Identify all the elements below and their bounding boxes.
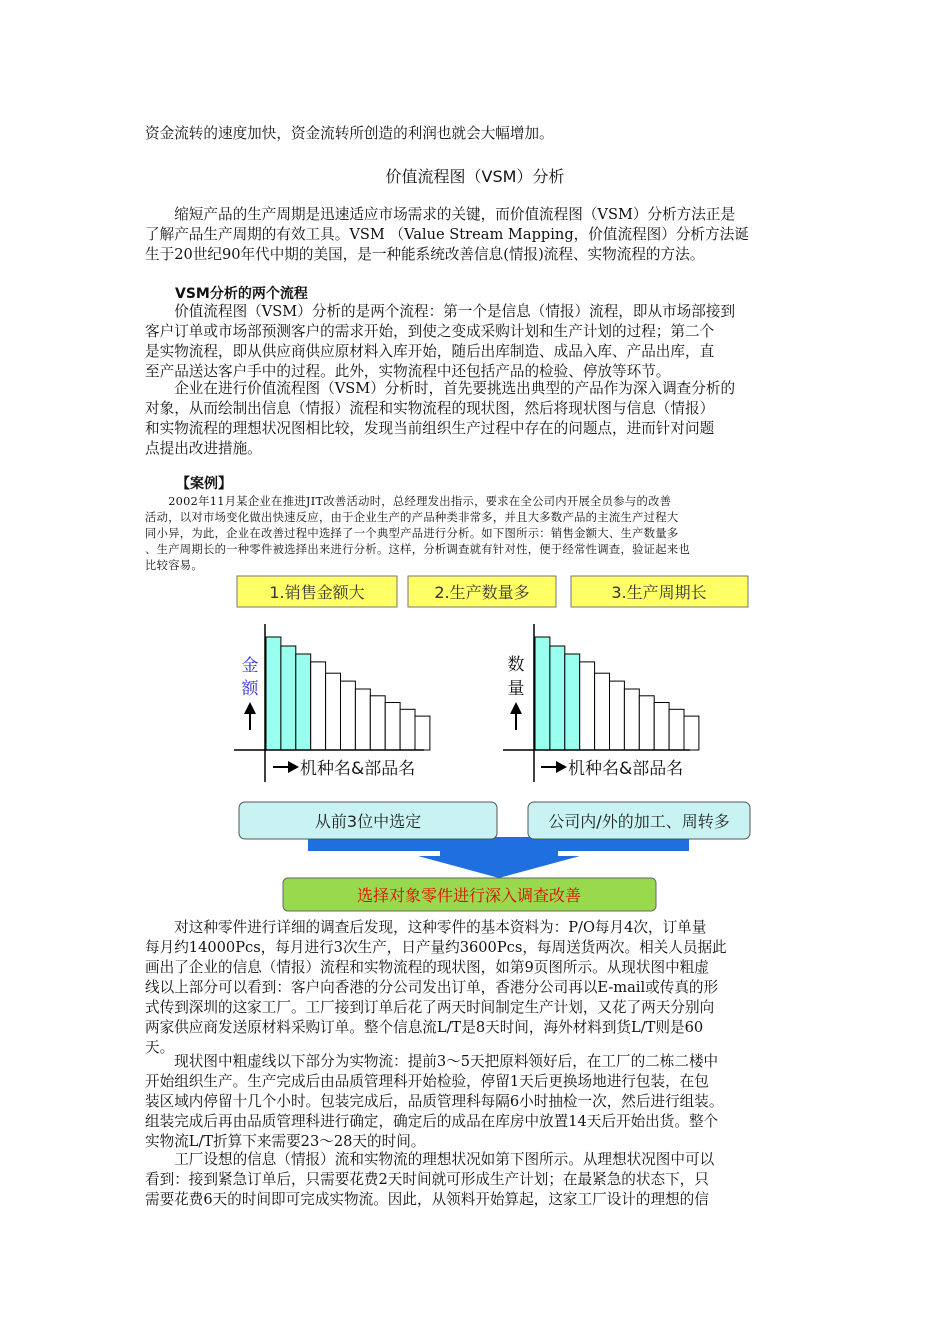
chart-right-bar-2 [550, 646, 565, 750]
para6-line: 工厂设想的信息（情报）流和实物流的理想状况如第下图所示。从理想状况图中可以 [145, 1151, 715, 1168]
left-right-arrow-head [288, 761, 299, 773]
right-xlabel: 机种名&部品名 [568, 759, 684, 779]
chart-right-bar-5 [595, 673, 610, 750]
section-title: 价值流程图（VSM）分析 [385, 167, 565, 186]
chart-left-bar-2 [281, 646, 296, 750]
left-ylabel-char: 额 [241, 679, 259, 699]
down-arrow-icon [418, 856, 580, 878]
para4-line: 每月约14000Pcs，每月进行3次生产，日产量约3600Pcs，每周送货两次。相关人员据此 [145, 939, 727, 956]
para2-line: 价值流程图（VSM）分析的是两个流程：第一个是信息（情报）流程，即从市场部接到 [145, 303, 736, 320]
connector-stem [440, 844, 558, 856]
para4-line: 对这种零件进行详细的调查后发现，这种零件的基本资料为：P/O每月4次，订单量 [145, 919, 707, 936]
chart-left-bar-4 [311, 662, 326, 750]
chart-left-bar-7 [355, 689, 370, 750]
para6-line: 看到：接到紧急订单后，只需要花费2天时间就可形成生产计划；在最紧急的状态下，只 [145, 1171, 709, 1188]
chart-left-bar-9 [385, 703, 400, 751]
chart-right-bar-7 [624, 689, 639, 750]
para1-line: 生于20世纪90年代中期的美国，是一种能系统改善信息(情报)流程、实物流程的方法。 [145, 246, 705, 263]
chart-left-bar-8 [370, 696, 385, 750]
chart-left-bar-1 [266, 637, 281, 750]
para3-line: 企业在进行价值流程图（VSM）分析时，首先要挑选出典型的产品作为深入调查分析的 [145, 380, 736, 397]
right-up-arrow-head [510, 702, 522, 714]
case-label: 【案例】 [176, 476, 232, 492]
case-line: 、生产周期长的一种零件被选择出来进行分析。这样，分析调查就有针对性，便于经常性调查，验证起来也 [145, 543, 691, 556]
chart-right-bar-1 [535, 637, 550, 750]
case-line: 2002年11月某企业在推进JIT改善活动时，总经理发出指示，要求在全公司内开展全员参与的改善 [145, 495, 672, 508]
box-right-label: 公司内/外的加工、周转多 [548, 812, 730, 831]
para5-line: 现状图中粗虚线以下部分为实物流：提前3～5天把原料领好后，在工厂的二栋二楼中 [145, 1053, 719, 1070]
case-line: 活动，以对市场变化做出快速反应，由于企业生产的产品种类非常多，并且大多数产品的主流生产过程大 [145, 511, 679, 524]
right-ylabel-char: 数 [507, 655, 525, 675]
chart-left-bar-11 [415, 716, 430, 750]
box-left-label: 从前3位中选定 [314, 812, 422, 831]
chart-right-bar-9 [654, 703, 669, 751]
para2-line: 至产品送达客户手中的过程。此外，实物流程中还包括产品的检验、停放等环节。 [145, 363, 671, 380]
right-right-arrow-head [556, 761, 567, 773]
para5-line: 装区域内停留十几个小时。包装完成后，品质管理科每隔6小时抽检一次，然后进行组装。 [145, 1093, 724, 1110]
para6-line: 需要花费6天的时间即可完成实物流。因此，从领料开始算起，这家工厂设计的理想的信 [145, 1191, 709, 1208]
left-xlabel: 机种名&部品名 [300, 759, 416, 779]
chart-left-bar-3 [296, 654, 311, 750]
para4-line: 画出了企业的信息（情报）流程和实物流程的现状图，如第9页图所示。从现状图中粗虚 [145, 959, 709, 976]
chart-right-bar-11 [684, 716, 699, 750]
criterion-label-3: 3.生产周期长 [611, 583, 707, 602]
chart-right-bar-10 [669, 709, 684, 750]
para2-line: 是实物流程，即从供应商供应原材料入库开始，随后出库制造、成品入库、产品出库，直 [145, 343, 715, 360]
left-ylabel-char: 金 [241, 656, 259, 676]
chart-left-bar-6 [341, 681, 356, 750]
para5-line: 开始组织生产。生产完成后由品质管理科开始检验，停留1天后更换场地进行包装，在包 [145, 1073, 709, 1090]
para4-line: 式传到深圳的这家工厂。工厂接到订单后花了两天时间制定生产计划，又花了两天分别向 [145, 999, 715, 1016]
chart-right-bars [535, 637, 699, 750]
para5-line: 组装完成后再由品质管理科进行确定，确定后的成品在库房中放置14天后开始出货。整个 [145, 1113, 719, 1130]
para4-line: 线以上部分可以看到：客户向香港的分公司发出订单，香港分公司再以E-mail或传真的形 [145, 979, 719, 996]
chart-left-bar-5 [326, 673, 341, 750]
intro-line: 资金流转的速度加快，资金流转所创造的利润也就会大幅增加。 [145, 125, 554, 142]
left-up-arrow-head [244, 702, 256, 714]
para3-line: 点提出改进措施。 [145, 440, 262, 457]
chart-left-bars [266, 637, 430, 750]
case-line: 比较容易。 [145, 559, 203, 572]
chart-right-bar-8 [639, 696, 654, 750]
para4-line: 两家供应商发送原材料采购订单。整个信息流L/T是8天时间，海外材料到货L/T则是60 [145, 1019, 704, 1036]
chart-left-bar-10 [400, 709, 415, 750]
subheading: VSM分析的两个流程 [175, 286, 308, 302]
right-ylabel-char: 量 [507, 679, 525, 699]
chart-right-bar-3 [565, 654, 580, 750]
case-line: 同小异，为此，企业在改善过程中选择了一个典型产品进行分析。如下图所示：销售金额大、生产数量多 [145, 527, 679, 540]
result-label: 选择对象零件进行深入调查改善 [356, 886, 582, 905]
para3-line: 和实物流程的理想状况图相比较，发现当前组织生产过程中存在的问题点，进而针对问题 [145, 420, 715, 437]
para3-line: 对象，从而绘制出信息（情报）流程和实物流程的现状图，然后将现状图与信息（情报） [145, 400, 715, 417]
chart-right-bar-6 [610, 681, 625, 750]
para4-line: 天。 [145, 1039, 175, 1056]
criterion-label-2: 2.生产数量多 [434, 583, 530, 602]
para1-line: 缩短产品的生产周期是迅速适应市场需求的关键，而价值流程图（VSM）分析方法正是 [145, 206, 736, 223]
para5-line: 实物流L/T折算下来需要23～28天的时间。 [145, 1133, 426, 1150]
para2-line: 客户订单或市场部预测客户的需求开始，到使之变成采购计划和生产计划的过程；第二个 [145, 323, 715, 340]
criterion-label-1: 1.销售金额大 [269, 583, 365, 602]
chart-right-bar-4 [580, 662, 595, 750]
para1-line: 了解产品生产周期的有效工具。VSM （Value Stream Mapping，价值流程图）分析方法诞 [145, 226, 749, 243]
